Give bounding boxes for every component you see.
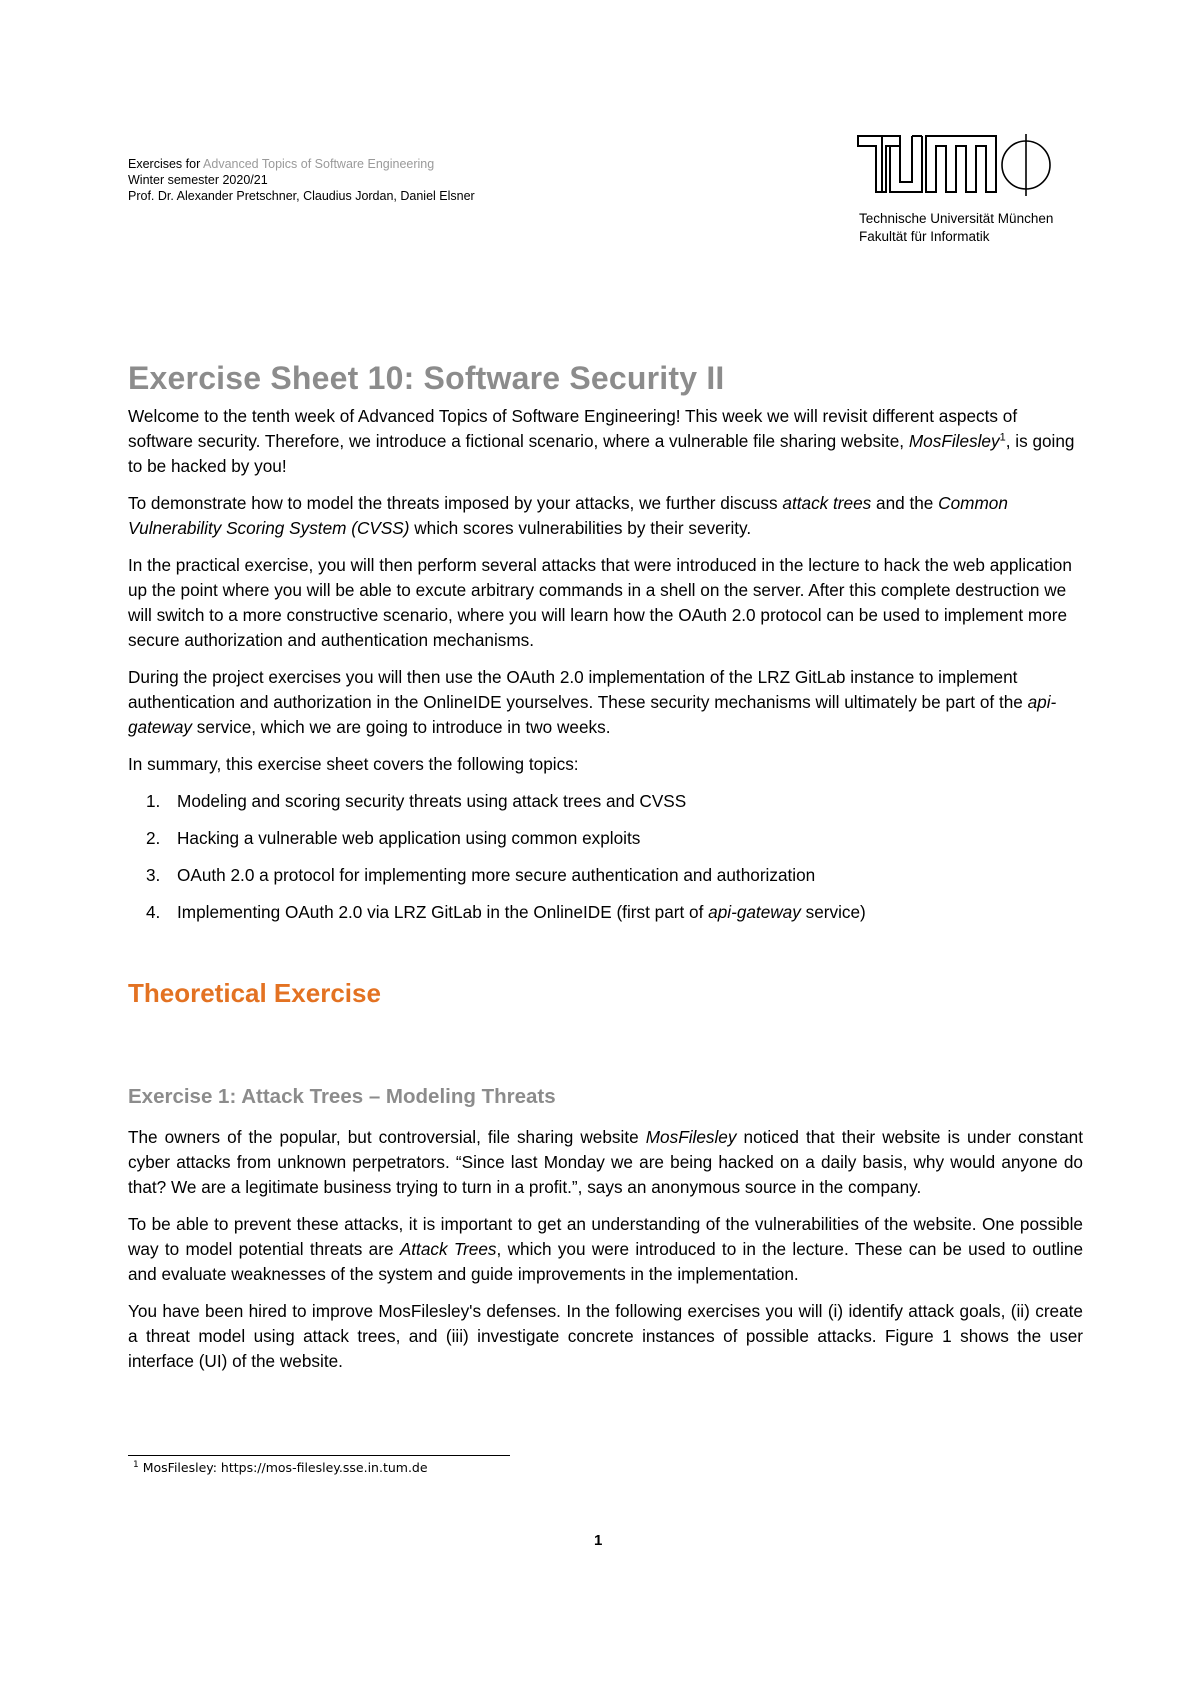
exercise-1-heading: Exercise 1: Attack Trees – Modeling Threats xyxy=(128,1085,556,1108)
footnote: $^1$ MosFilesley: https://mos-filesley.sse.in.tum.de xyxy=(133,1460,428,1476)
tum-logo-icon xyxy=(856,132,1056,202)
topics-list xyxy=(128,789,1083,925)
course-name: Advanced Topics of Software Engineering xyxy=(203,157,435,171)
page-number: 1 xyxy=(594,1532,603,1549)
intro-paragraph-1: Welcome to the tenth week of Advanced Topics of Software Engineering! This week we will revisit different aspects of software security. Therefore, we introduce a fictional scenario, where a vulnerable file sharing website, MosFilesley$^1$, is going to be hacked by you! xyxy=(128,406,1075,476)
list-item: 2. Hacking a vulnerable web application using common exploits xyxy=(146,828,641,848)
intro-paragraph-5: In summary, this exercise sheet covers the following topics: xyxy=(128,754,579,774)
exercise-1-body xyxy=(128,1125,1083,1386)
informatics-faculty-logo xyxy=(1002,134,1050,196)
exercise-1-paragraph-1: The owners of the popular, but controversial, file sharing website MosFilesley noticed that their website is under constant cyber attacks from unknown perpetrators. “Since last Monday we are being hacked on a daily basis, why would anyone do that? We are a legitimate business trying to turn in a profit.”, says an anonymous source in the company. xyxy=(128,1127,1084,1197)
section-heading-theoretical: Theoretical Exercise xyxy=(128,978,381,1008)
faculty-name: Fakultät für Informatik xyxy=(859,229,990,244)
university-name: Technische Universität München xyxy=(859,211,1054,226)
page-title: Exercise Sheet 10: Software Security II xyxy=(128,360,725,396)
exercise-1-paragraph-2: To be able to prevent these attacks, it is important to get an understanding of the vulnerabilities of the website. One possible way to model potential threats are Attack Trees, which you were introduced to in the lecture. These can be used to outline and evaluate weaknesses of the system and guide improvements in the implementation. xyxy=(128,1214,1084,1284)
list-item: 3. OAuth 2.0 a protocol for implementing more secure authentication and authorization xyxy=(146,865,816,885)
footnote-divider xyxy=(128,1455,510,1456)
tum-logo xyxy=(858,136,996,192)
footnote-marker: 1 xyxy=(999,431,1006,444)
lecturers-line: Prof. Dr. Alexander Pretschner, Claudius Jordan, Daniel Elsner xyxy=(128,189,475,203)
intro-paragraph-4: During the project exercises you will then use the OAuth 2.0 implementation of the LRZ GitLab instance to implement authentication and authorization in the OnlineIDE yourselves. These security mechanisms will ultimately be part of the api-gateway service, which we are going to introduce in two weeks. xyxy=(128,667,1057,737)
intro-paragraph-3: In the practical exercise, you will then perform several attacks that were introduced in the lecture to hack the web application up the point where you will be able to excute arbitrary commands in a shell on the server. After this complete destruction we will switch to a more constructive scenario, where you will learn how the OAuth 2.0 protocol can be used to implement more secure authorization and authentication mechanisms. xyxy=(128,555,1072,650)
list-item: 4. Implementing OAuth 2.0 via LRZ GitLab in the OnlineIDE (first part of api-gateway service) xyxy=(146,902,866,922)
semester-line: Winter semester 2020/21 xyxy=(128,173,268,187)
list-item: 1. Modeling and scoring security threats using attack trees and CVSS xyxy=(146,791,687,811)
intro-paragraph-2: To demonstrate how to model the threats imposed by your attacks, we further discuss attack trees and the Common Vulnerability Scoring System (CVSS) which scores vulnerabilities by their severity. xyxy=(128,493,1008,538)
intro-section xyxy=(128,404,1083,937)
exercise-1-paragraph-3: You have been hired to improve MosFilesley's defenses. In the following exercises you will (i) identify attack goals, (ii) create a threat model using attack trees, and (iii) investigate concrete instances of possible attacks. Figure 1 shows the user interface (UI) of the website. xyxy=(128,1301,1083,1371)
course-header xyxy=(128,156,475,204)
university-block xyxy=(859,210,1053,246)
course-line: Exercises for Advanced Topics of Software Engineering xyxy=(128,157,435,171)
